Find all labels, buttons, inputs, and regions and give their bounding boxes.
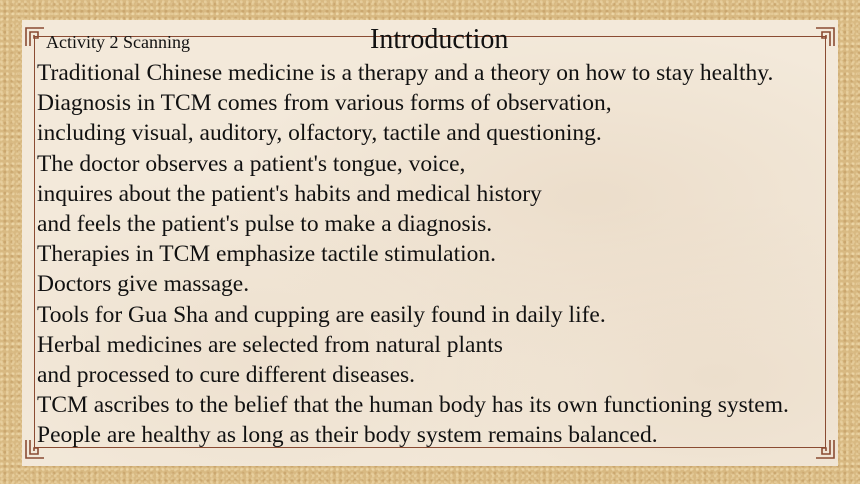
frame-corner-ornament-icon [814,26,836,48]
frame-corner-ornament-icon [814,438,836,460]
text-line: and feels the patient's pulse to make a diagnosis. [37,211,493,238]
text-line: including visual, auditory, olfactory, tactile and questioning. [37,120,602,147]
text-line: People are healthy as long as their body system remains balanced. [37,422,658,449]
text-line: Doctors give massage. [37,271,250,298]
text-line: and processed to cure different diseases. [37,362,416,389]
frame-corner-ornament-icon [24,26,46,48]
text-line: Tools for Gua Sha and cupping are easily found in daily life. [37,301,606,328]
body-text [37,58,789,451]
text-line: Herbal medicines are selected from natural plants [37,331,503,358]
text-line: inquires about the patient's habits and medical history [37,180,542,207]
page-title: Introduction [370,24,509,55]
text-line: TCM ascribes to the belief that the human body has its own functioning system. [37,392,789,419]
text-line: Diagnosis in TCM comes from various forms of observation, [37,90,612,117]
activity-label: Activity 2 Scanning [46,32,190,52]
text-line: Traditional Chinese medicine is a therapy and a theory on how to stay healthy. [37,60,774,86]
text-line: The doctor observes a patient's tongue, voice, [37,150,466,177]
text-line: Therapies in TCM emphasize tactile stimulation. [37,241,497,268]
